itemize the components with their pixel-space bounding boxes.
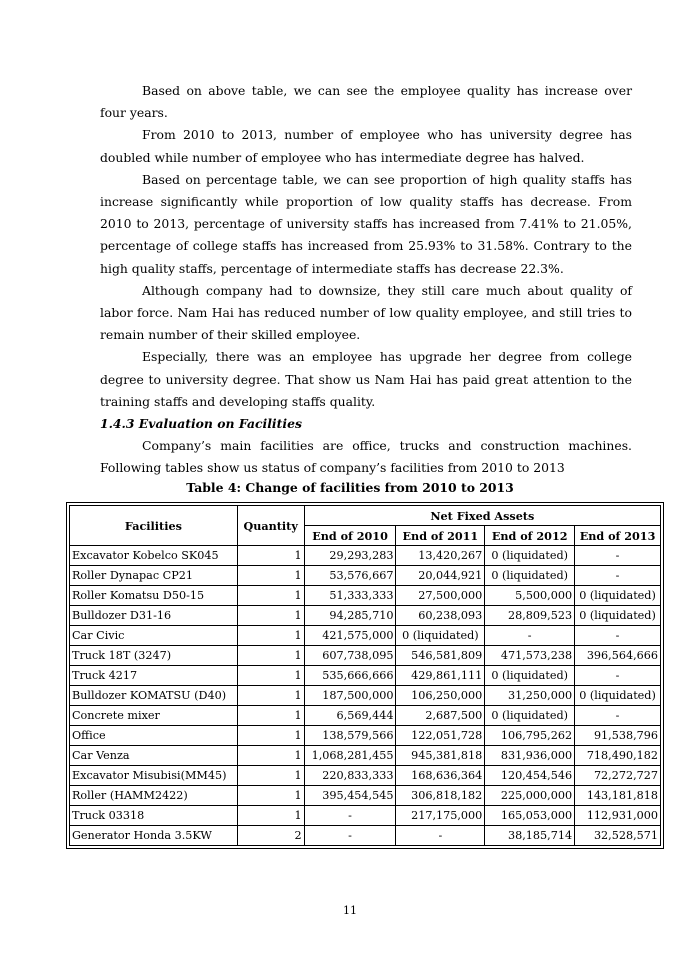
table-caption: Table 4: Change of facilities from 2010 to 2013	[186, 480, 514, 495]
value-2010: 395,454,545	[304, 786, 396, 806]
value-2010: 6,569,444	[304, 706, 396, 726]
value-2010: 94,285,710	[304, 606, 396, 626]
facility-quantity: 1	[237, 666, 304, 686]
value-2010: 421,575,000	[304, 626, 396, 646]
facility-quantity: 2	[237, 826, 304, 846]
value-2012: 165,053,000	[485, 806, 575, 826]
facility-quantity: 1	[237, 706, 304, 726]
table-row	[70, 606, 661, 626]
table-row	[70, 546, 661, 566]
value-2013: 0 (liquidated)	[575, 686, 661, 706]
facilities-table-frame	[66, 502, 664, 849]
facility-name: Bulldozer D31-16	[70, 606, 238, 626]
value-2013: -	[575, 626, 661, 646]
facility-quantity: 1	[237, 746, 304, 766]
value-2013: 32,528,571	[575, 826, 661, 846]
value-2012: 31,250,000	[485, 686, 575, 706]
table-row	[70, 726, 661, 746]
value-2011: 217,175,000	[396, 806, 485, 826]
value-2013: 0 (liquidated)	[575, 586, 661, 606]
facility-quantity: 1	[237, 626, 304, 646]
facility-name: Roller (HAMM2422)	[70, 786, 238, 806]
value-2012: 0 (liquidated)	[485, 666, 575, 686]
facility-name: Concrete mixer	[70, 706, 238, 726]
table-row	[70, 786, 661, 806]
table-row	[70, 746, 661, 766]
value-2013: -	[575, 666, 661, 686]
facility-quantity: 1	[237, 766, 304, 786]
value-2012: 120,454,546	[485, 766, 575, 786]
table-row	[70, 566, 661, 586]
value-2013: 112,931,000	[575, 806, 661, 826]
value-2011: 429,861,111	[396, 666, 485, 686]
value-2010: -	[304, 806, 396, 826]
value-2013: 143,181,818	[575, 786, 661, 806]
value-2011: 20,044,921	[396, 566, 485, 586]
header-year-2013: End of 2013	[575, 526, 661, 546]
paragraph: Based on above table, we can see the employee quality has increase over four years.	[100, 83, 632, 121]
value-2011: 306,818,182	[396, 786, 485, 806]
value-2010: 187,500,000	[304, 686, 396, 706]
table-row	[70, 706, 661, 726]
value-2011: 60,238,093	[396, 606, 485, 626]
facility-name: Truck 4217	[70, 666, 238, 686]
value-2013: 72,272,727	[575, 766, 661, 786]
table-row	[70, 686, 661, 706]
facilities-table	[69, 505, 661, 846]
value-2013: 91,538,796	[575, 726, 661, 746]
facility-name: Excavator Misubisi(MM45)	[70, 766, 238, 786]
facility-quantity: 1	[237, 546, 304, 566]
paragraph: Especially, there was an employee has upgrade her degree from college degree to university degree. That show us Nam Hai has paid great attention to the training staffs and developing staffs quality.	[100, 349, 632, 409]
paragraph: Although company had to downsize, they still care much about quality of labor force. Nam Hai has reduced number of low quality employee, and still tries to remain number of their skilled employee.	[100, 282, 632, 343]
value-2012: 38,185,714	[485, 826, 575, 846]
header-net-fixed-assets: Net Fixed Assets	[304, 506, 660, 526]
header-year-2011: End of 2011	[396, 526, 485, 546]
value-2013: 0 (liquidated)	[575, 606, 661, 626]
table-row	[70, 586, 661, 606]
value-2013: -	[575, 706, 661, 726]
facility-name: Truck 18T (3247)	[70, 646, 238, 666]
facility-quantity: 1	[237, 586, 304, 606]
value-2010: 29,293,283	[304, 546, 396, 566]
section-heading: 1.4.3 Evaluation on Facilities	[100, 416, 302, 432]
value-2010: 138,579,566	[304, 726, 396, 746]
header-year-2012: End of 2012	[485, 526, 575, 546]
facility-name: Car Venza	[70, 746, 238, 766]
facility-quantity: 1	[237, 686, 304, 706]
facility-name: Roller Dynapac CP21	[70, 566, 238, 586]
value-2012: 0 (liquidated)	[485, 546, 575, 566]
value-2011: 122,051,728	[396, 726, 485, 746]
value-2012: 0 (liquidated)	[485, 566, 575, 586]
value-2011: -	[396, 826, 485, 846]
value-2012: 106,795,262	[485, 726, 575, 746]
facility-name: Office	[70, 726, 238, 746]
value-2012: 471,573,238	[485, 646, 575, 666]
value-2011: 2,687,500	[396, 706, 485, 726]
value-2012: 225,000,000	[485, 786, 575, 806]
facility-name: Car Civic	[70, 626, 238, 646]
value-2011: 546,581,809	[396, 646, 485, 666]
value-2010: 535,666,666	[304, 666, 396, 686]
facility-name: Excavator Kobelco SK045	[70, 546, 238, 566]
table-row	[70, 626, 661, 646]
value-2013: 396,564,666	[575, 646, 661, 666]
value-2013: -	[575, 566, 661, 586]
paragraph: Based on percentage table, we can see proportion of high quality staffs has increase significantly while proportion of low quality staffs has decrease. From 2010 to 2013, percentage of university staffs has increased from 7.41% to 21.05%, percentage of college staffs has increased from 25.93% to 31.58%. Contrary to the high quality staffs, percentage of intermediate staffs has decrease 22.3%.	[100, 171, 632, 276]
value-2012: 0 (liquidated)	[485, 706, 575, 726]
value-2011: 27,500,000	[396, 586, 485, 606]
page-number: 11	[343, 904, 357, 917]
value-2012: 5,500,000	[485, 586, 575, 606]
facility-quantity: 1	[237, 566, 304, 586]
value-2011: 106,250,000	[396, 686, 485, 706]
table-row	[70, 826, 661, 846]
table-row	[70, 666, 661, 686]
header-quantity: Quantity	[237, 506, 304, 546]
facility-quantity: 1	[237, 726, 304, 746]
value-2011: 945,381,818	[396, 746, 485, 766]
facility-quantity: 1	[237, 806, 304, 826]
header-year-2010: End of 2010	[304, 526, 396, 546]
facility-name: Truck 03318	[70, 806, 238, 826]
value-2010: -	[304, 826, 396, 846]
facility-name: Roller Komatsu D50-15	[70, 586, 238, 606]
value-2011: 13,420,267	[396, 546, 485, 566]
value-2011: 168,636,364	[396, 766, 485, 786]
facility-quantity: 1	[237, 786, 304, 806]
paragraph: Company’s main facilities are office, trucks and construction machines. Following tables show us status of company’s facilities from 2010 to 2013	[100, 438, 632, 476]
value-2012: 831,936,000	[485, 746, 575, 766]
value-2011: 0 (liquidated)	[396, 626, 485, 646]
value-2012: 28,809,523	[485, 606, 575, 626]
facility-quantity: 1	[237, 606, 304, 626]
paragraph: From 2010 to 2013, number of employee who has university degree has doubled while number of employee who has intermediate degree has halved.	[100, 127, 632, 165]
table-row	[70, 806, 661, 826]
body-text	[100, 80, 632, 480]
value-2012: -	[485, 626, 575, 646]
header-facilities: Facilities	[70, 506, 238, 546]
value-2010: 51,333,333	[304, 586, 396, 606]
value-2010: 220,833,333	[304, 766, 396, 786]
value-2010: 1,068,281,455	[304, 746, 396, 766]
facility-quantity: 1	[237, 646, 304, 666]
value-2010: 607,738,095	[304, 646, 396, 666]
value-2010: 53,576,667	[304, 566, 396, 586]
value-2013: -	[575, 546, 661, 566]
facility-name: Bulldozer KOMATSU (D40)	[70, 686, 238, 706]
facility-name: Generator Honda 3.5KW	[70, 826, 238, 846]
value-2013: 718,490,182	[575, 746, 661, 766]
table-row	[70, 766, 661, 786]
table-row	[70, 646, 661, 666]
